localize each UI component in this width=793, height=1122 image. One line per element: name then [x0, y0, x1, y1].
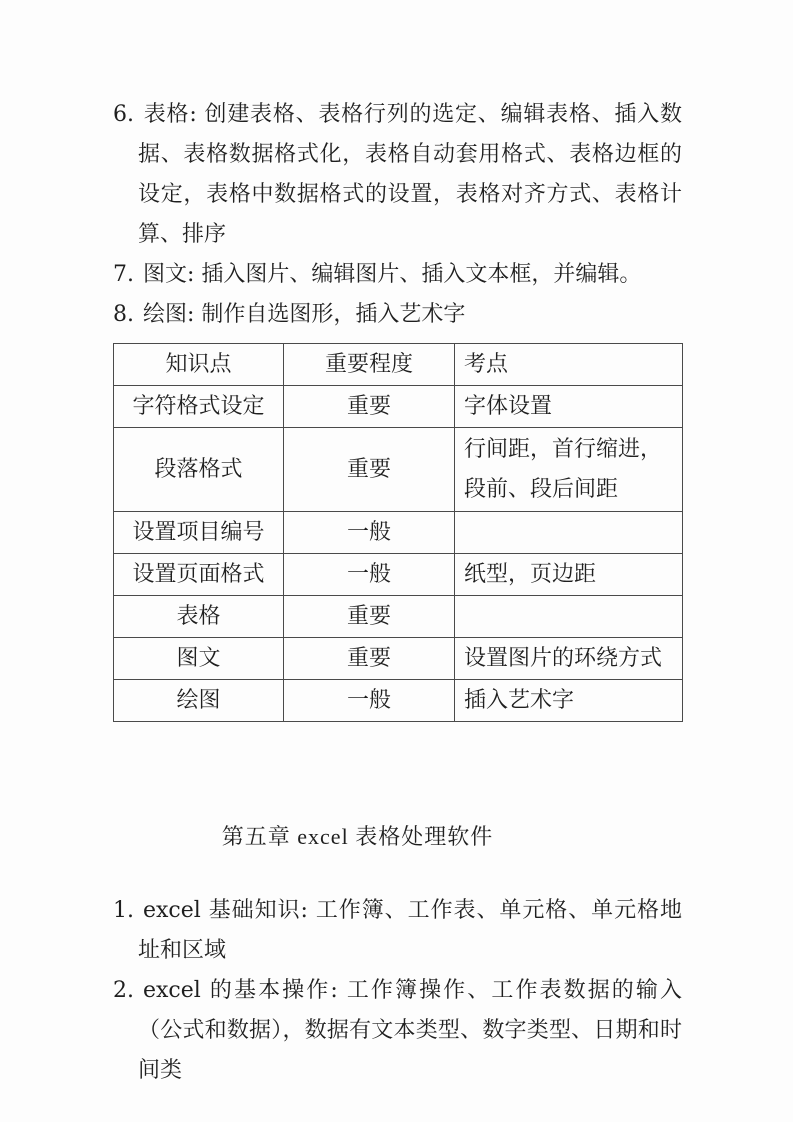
list-item-text: 图文: 插入图片、编辑图片、插入文本框，并编辑。 [143, 262, 642, 287]
list-item-number: 1. [113, 898, 134, 923]
table-cell: 绘图 [114, 680, 284, 722]
table-row [114, 596, 683, 638]
table-row [114, 554, 683, 596]
table-cell: 设置项目编号 [114, 512, 284, 554]
table-cell: 字体设置 [455, 386, 683, 428]
header-cell-exam-point: 考点 [455, 344, 683, 386]
table-row [114, 638, 683, 680]
table-cell: 图文 [114, 638, 284, 680]
list-item-number: 6. [113, 102, 134, 127]
list-item-number: 7. [113, 262, 134, 287]
table-row [114, 428, 683, 512]
chapter-heading: 第五章 excel 表格处理软件 [221, 824, 494, 849]
list-item-text: 表格: 创建表格、表格行列的选定、编辑表格、插入数据、表格数据格式化，表格自动套用格式、表格边框的设定，表格中数据格式的设置，表格对齐方式、表格计算、排序 [138, 102, 682, 247]
table-cell: 字符格式设定 [114, 386, 284, 428]
header-cell-knowledge-point: 知识点 [114, 344, 284, 386]
table-row [114, 386, 683, 428]
table-cell: 一般 [284, 512, 455, 554]
table-cell [455, 512, 683, 554]
review-table [113, 343, 683, 722]
table-cell: 重要 [284, 596, 455, 638]
list-item [113, 95, 682, 255]
table-cell: 段落格式 [114, 428, 284, 512]
table-cell: 重要 [284, 638, 455, 680]
table-row [114, 512, 683, 554]
list-item [113, 255, 682, 295]
list-item [113, 971, 682, 1091]
page-content [113, 0, 682, 1091]
table-cell [455, 596, 683, 638]
list-item-text: 绘图: 制作自选图形，插入艺术字 [143, 302, 466, 327]
table-row [114, 680, 683, 722]
table-cell: 行间距，首行缩进，段前、段后间距 [455, 428, 683, 512]
table-cell: 重要 [284, 428, 455, 512]
table-cell: 一般 [284, 554, 455, 596]
list-item-text: excel 的基本操作: 工作簿操作、工作表数据的输入（公式和数据），数据有文本类型、数字类型、日期和时间类 [138, 978, 682, 1083]
list-item [113, 891, 682, 971]
table-cell: 纸型，页边距 [455, 554, 683, 596]
table-cell: 插入艺术字 [455, 680, 683, 722]
list-item-number: 8. [113, 302, 134, 327]
table-cell: 设置页面格式 [114, 554, 284, 596]
table-header-row [114, 344, 683, 386]
word-topic-list [113, 95, 682, 335]
excel-topic-list [113, 891, 682, 1091]
table-cell: 设置图片的环绕方式 [455, 638, 683, 680]
list-item-text: excel 基础知识: 工作簿、工作表、单元格、单元格地址和区域 [138, 898, 682, 963]
header-cell-importance: 重要程度 [284, 344, 455, 386]
list-item-number: 2. [113, 978, 134, 1003]
table-cell: 表格 [114, 596, 284, 638]
table-cell: 一般 [284, 680, 455, 722]
table-cell: 重要 [284, 386, 455, 428]
list-item [113, 295, 682, 335]
